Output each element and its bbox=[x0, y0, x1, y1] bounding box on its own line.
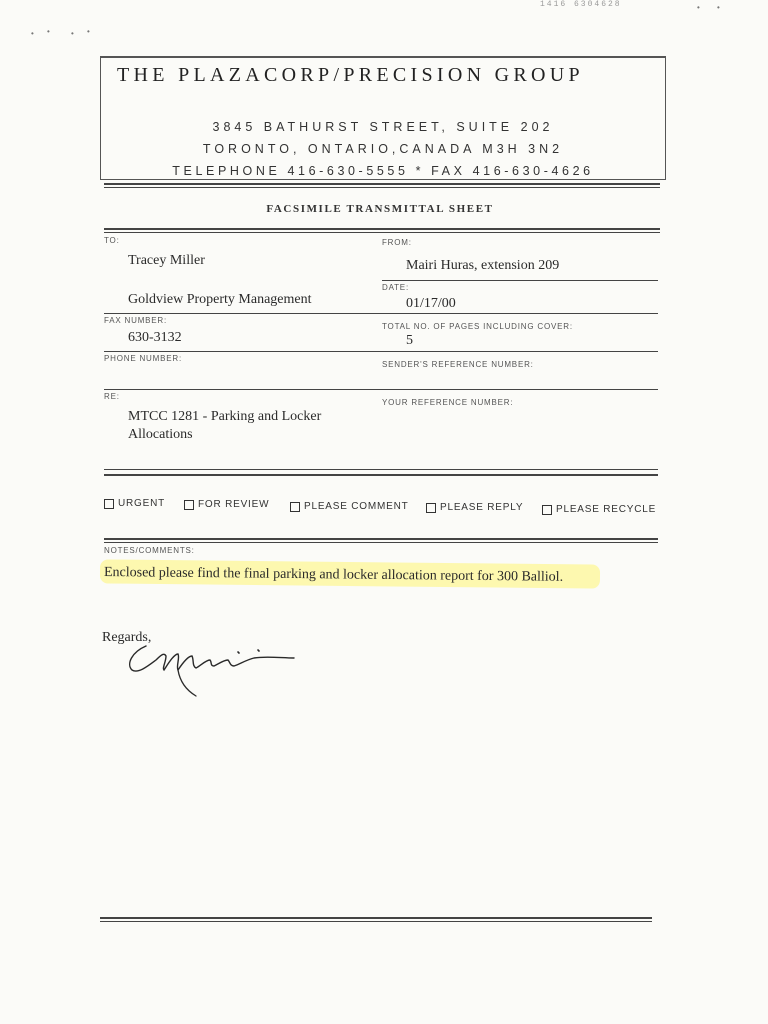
form-rule bbox=[104, 313, 658, 314]
checkbox-label: PLEASE REPLY bbox=[440, 502, 524, 513]
header-rule bbox=[104, 187, 660, 188]
address-street: 3845 BATHURST STREET, SUITE 202 bbox=[212, 120, 554, 134]
checkbox-label: FOR REVIEW bbox=[198, 499, 270, 510]
fax-number-value: 630-3132 bbox=[128, 330, 182, 345]
re-line-1: MTCC 1281 - Parking and Locker bbox=[128, 409, 322, 424]
document-title: FACSIMILE TRANSMITTAL SHEET bbox=[266, 203, 494, 215]
form-rule bbox=[104, 469, 658, 470]
re-label: RE: bbox=[104, 392, 120, 401]
scan-speck: • bbox=[86, 28, 91, 37]
signature-image bbox=[126, 630, 316, 700]
from-label: FROM: bbox=[382, 238, 412, 247]
form-rule bbox=[104, 351, 658, 352]
scan-speck: • bbox=[30, 30, 35, 39]
checkbox-urgent[interactable] bbox=[104, 498, 165, 509]
notes-text: Enclosed please find the final parking and locker allocation report for 300 Balliol. bbox=[103, 565, 564, 585]
form-rule bbox=[104, 542, 658, 543]
date-value: 01/17/00 bbox=[406, 296, 456, 311]
form-rule bbox=[382, 280, 658, 281]
form-rule bbox=[104, 474, 658, 476]
from-value: Mairi Huras, extension 209 bbox=[406, 258, 560, 273]
scan-speck: • bbox=[46, 28, 51, 37]
checkbox-square-icon bbox=[184, 500, 194, 510]
sender-reference-label: SENDER'S REFERENCE NUMBER: bbox=[382, 360, 534, 369]
checkbox-please-reply[interactable] bbox=[426, 502, 523, 513]
checkbox-label: PLEASE RECYCLE bbox=[556, 504, 657, 515]
re-line-2: Allocations bbox=[128, 427, 193, 442]
checkbox-square-icon bbox=[542, 505, 552, 515]
closing-regards: Regards, bbox=[102, 630, 152, 645]
footer-rule bbox=[100, 921, 652, 922]
notes-label: NOTES/COMMENTS: bbox=[104, 546, 195, 555]
address-phone-fax: TELEPHONE 416-630-5555 * FAX 416-630-4626 bbox=[172, 164, 594, 178]
address-city: TORONTO, ONTARIO,CANADA M3H 3N2 bbox=[202, 142, 564, 156]
checkbox-square-icon bbox=[290, 502, 300, 512]
form-rule bbox=[104, 389, 658, 390]
header-rule bbox=[104, 183, 660, 185]
checkbox-label: URGENT bbox=[118, 498, 166, 509]
form-top-rule bbox=[104, 232, 660, 233]
form-rule bbox=[104, 538, 658, 540]
to-company: Goldview Property Management bbox=[128, 292, 312, 307]
to-label: TO: bbox=[104, 236, 120, 245]
form-top-rule bbox=[104, 228, 660, 230]
checkbox-for-review[interactable] bbox=[184, 499, 269, 510]
pages-value: 5 bbox=[406, 333, 413, 348]
footer-rule bbox=[100, 917, 652, 919]
checkbox-square-icon bbox=[426, 503, 436, 513]
company-name: THE PLAZACORP/PRECISION GROUP bbox=[117, 64, 584, 86]
to-name: Tracey Miller bbox=[128, 253, 205, 268]
scan-speck: • bbox=[70, 30, 75, 39]
checkbox-square-icon bbox=[104, 499, 114, 509]
your-reference-label: YOUR REFERENCE NUMBER: bbox=[382, 398, 514, 407]
pages-label: TOTAL NO. OF PAGES INCLUDING COVER: bbox=[382, 322, 573, 331]
letterhead-box bbox=[100, 56, 666, 180]
checkbox-label: PLEASE COMMENT bbox=[304, 501, 409, 512]
scan-speck: • bbox=[716, 4, 721, 13]
date-label: DATE: bbox=[382, 283, 409, 292]
fax-number-label: FAX NUMBER: bbox=[104, 316, 168, 325]
checkbox-please-comment[interactable] bbox=[290, 501, 409, 512]
phone-number-label: PHONE NUMBER: bbox=[104, 354, 182, 363]
scan-speck: • bbox=[696, 4, 701, 13]
fax-transmission-header: 1416 6304628 bbox=[540, 0, 622, 9]
checkbox-please-recycle[interactable] bbox=[542, 504, 656, 515]
